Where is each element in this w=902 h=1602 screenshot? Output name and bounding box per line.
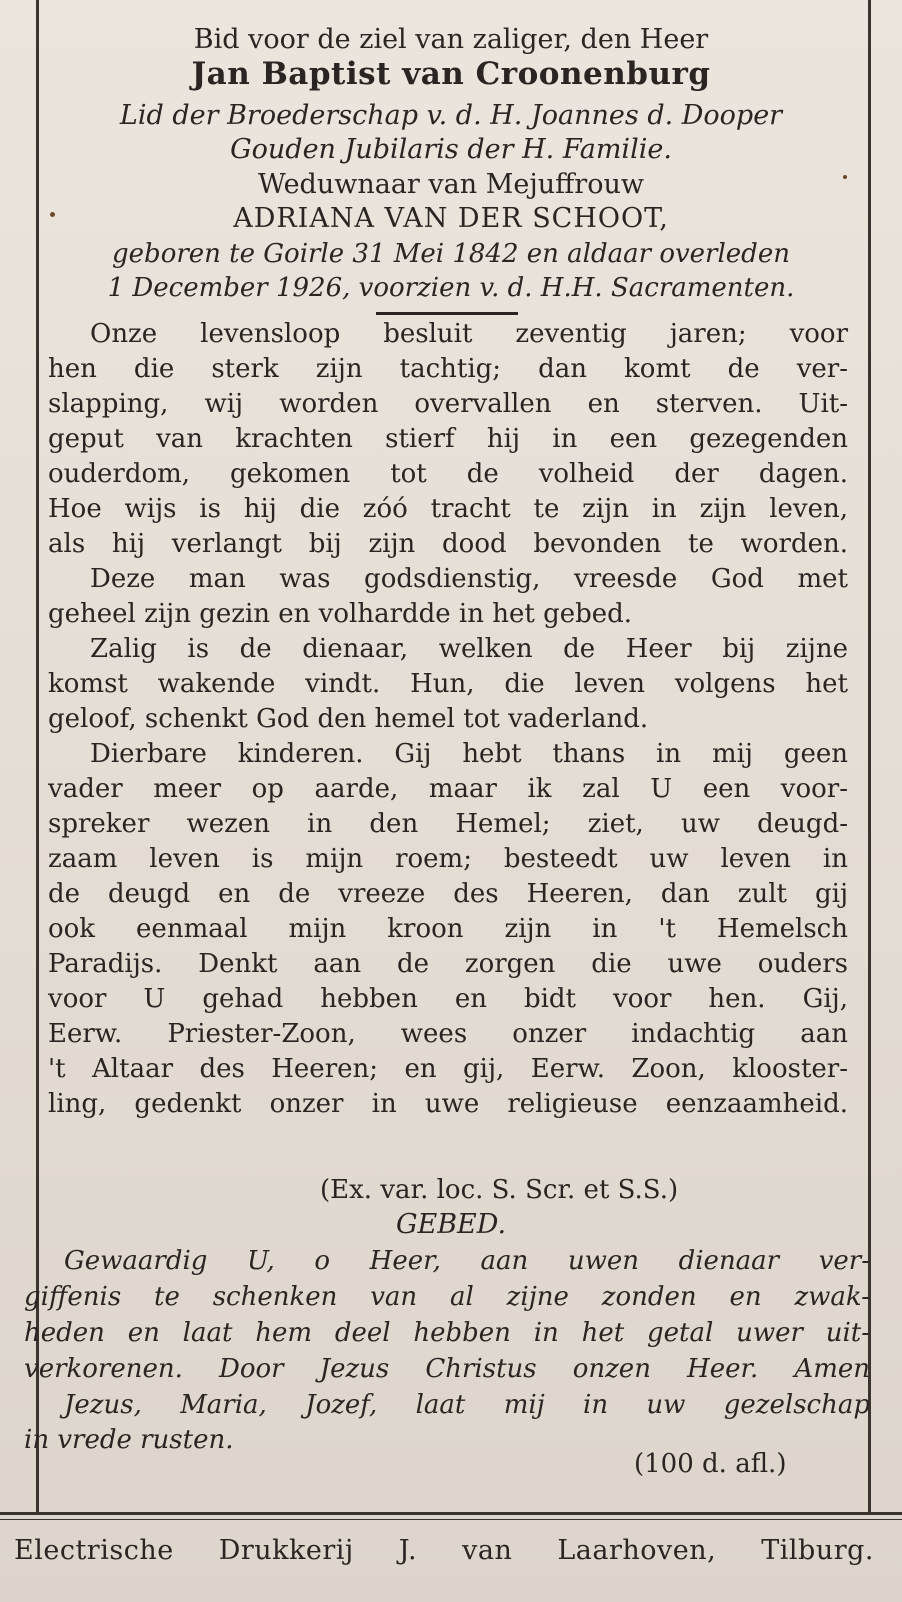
frame-bottom-rule	[0, 1519, 902, 1520]
body-line: vader meer op aarde, maar ik zal U een voor-	[48, 774, 848, 804]
body-line: geput van krachten stierf hij in een gezegenden	[48, 424, 848, 454]
body-line: geloof, schenkt God den hemel tot vaderland.	[48, 704, 649, 734]
frame-bottom-border	[0, 1512, 902, 1515]
header-invocation: Bid voor de ziel van zaliger, den Heer	[193, 24, 709, 55]
body-line: ling, gedenkt onzer in uwe religieuse eenzaamheid.	[48, 1089, 848, 1119]
paper-speck	[843, 175, 847, 179]
header-brotherhood: Lid der Broederschap v. d. H. Joannes d. Dooper	[119, 100, 783, 131]
body-line: Paradijs. Denkt aan de zorgen die uwe ouders	[48, 949, 848, 979]
paper-speck	[50, 212, 55, 217]
prayer-line: Jezus, Maria, Jozef, laat mij in uw gezelschap	[64, 1390, 870, 1420]
body-line: Deze man was godsdienstig, vreesde God met	[90, 564, 848, 594]
header-sacraments: 1 December 1926, voorzien v. d. H.H. Sacramenten.	[107, 273, 795, 303]
body-line: ouderdom, gekomen tot de volheid der dagen.	[48, 459, 848, 489]
prayer-line: verkorenen. Door Jezus Christus onzen Heer. Amen	[24, 1354, 870, 1384]
prayer-line: in vrede rusten.	[24, 1425, 234, 1455]
header-birth-death: geboren te Goirle 31 Mei 1842 en aldaar overleden	[112, 239, 790, 269]
body-line: Hoe wijs is hij die zóó tracht te zijn in zijn leven,	[48, 494, 848, 524]
body-line: voor U gehad hebben en bidt voor hen. Gij,	[48, 984, 848, 1014]
body-line: Dierbare kinderen. Gij hebt thans in mij geen	[90, 739, 848, 769]
body-line: spreker wezen in den Hemel; ziet, uw deugd-	[48, 809, 848, 839]
body-line: de deugd en de vreeze des Heeren, dan zult gij	[48, 879, 848, 909]
body-line: komst wakende vindt. Hun, die leven volgens het	[48, 669, 848, 699]
body-line: Zalig is de dienaar, welken de Heer bij zijne	[90, 634, 848, 664]
prayer-line: heden en laat hem deel hebben in het getal uwer uit-	[24, 1318, 870, 1348]
body-line: Onze levensloop besluit zeventig jaren; voor	[90, 319, 848, 349]
header-divider	[376, 312, 518, 315]
scripture-reference: (Ex. var. loc. S. Scr. et S.S.)	[320, 1175, 679, 1205]
body-line: hen die sterk zijn tachtig; dan komt de ver-	[48, 354, 848, 384]
body-line: 't Altaar des Heeren; en gij, Eerw. Zoon, klooster-	[48, 1054, 848, 1084]
prayer-line: giffenis te schenken van al zijne zonden en zwak-	[24, 1282, 870, 1312]
printer-imprint: Electrische Drukkerij J. van Laarhoven, Tilburg.	[14, 1535, 874, 1566]
spouse-name: ADRIANA VAN DER SCHOOT,	[233, 203, 669, 234]
body-line: slapping, wij worden overvallen en sterven. Uit-	[48, 389, 848, 419]
body-line: als hij verlangt bij zijn dood bevonden te worden.	[48, 529, 848, 559]
prayer-title: GEBED.	[395, 1209, 507, 1240]
indulgence-note: (100 d. afl.)	[634, 1449, 787, 1479]
prayer-line: Gewaardig U, o Heer, aan uwen dienaar ver-	[64, 1246, 870, 1276]
deceased-name: Jan Baptist van Croonenburg	[191, 56, 711, 92]
body-line: Eerw. Priester-Zoon, wees onzer indachtig aan	[48, 1019, 848, 1049]
body-line: zaam leven is mijn roem; besteedt uw leven in	[48, 844, 848, 874]
body-line: geheel zijn gezin en volhardde in het gebed.	[48, 599, 633, 629]
header-jubilee: Gouden Jubilaris der H. Familie.	[230, 134, 672, 165]
body-line: ook eenmaal mijn kroon zijn in 't Hemelsch	[48, 914, 848, 944]
header-widower: Weduwnaar van Mejuffrouw	[258, 169, 644, 200]
